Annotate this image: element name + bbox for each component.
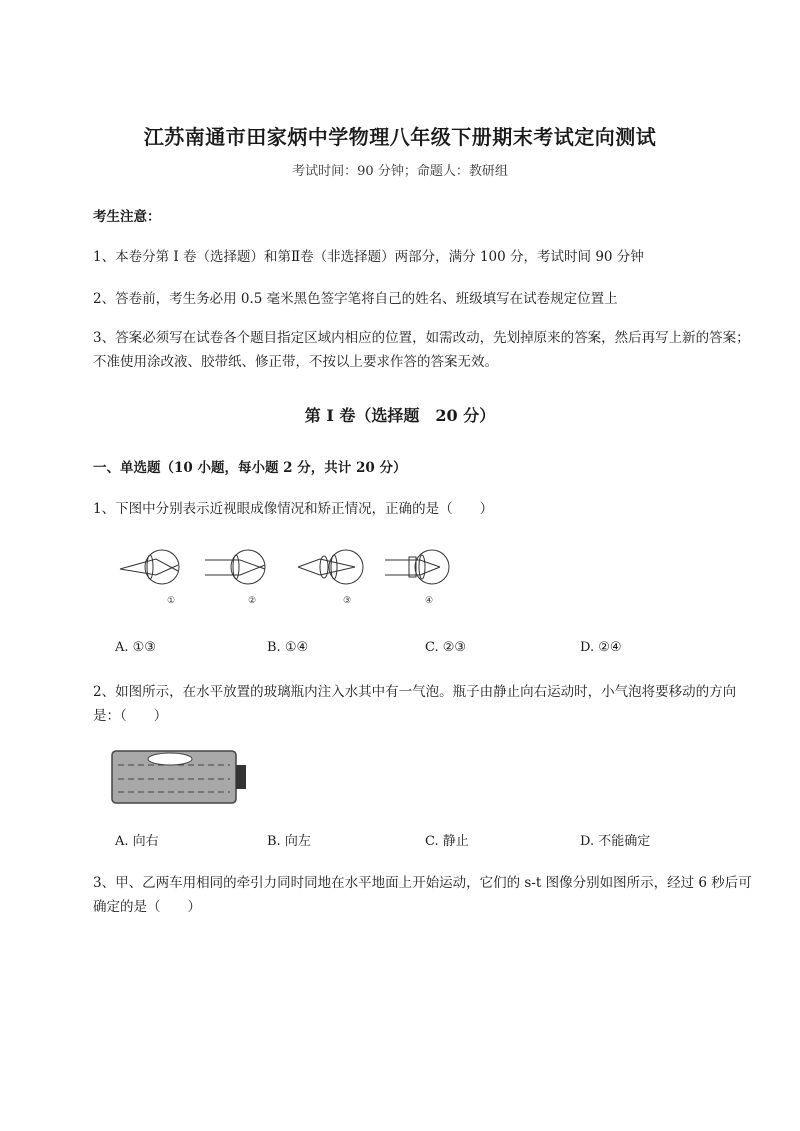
- q1-option-d[interactable]: D. ②④: [580, 640, 622, 655]
- q2-option-c[interactable]: C. 静止: [425, 834, 469, 849]
- question-3-text: 3、甲、乙两车用相同的牵引力同时同地在水平地面上开始运动，它们的 s-t 图像分别如图所示，经过 6 秒后可确定的是（ ）: [93, 875, 752, 915]
- figure-label-1: ①: [166, 596, 176, 606]
- notice-item-2: 2、答卷前，考生务必用 0.5 毫米黑色签字笔将自己的姓名、班级填写在试卷规定位置上: [93, 291, 618, 307]
- eye-diagram-2: [205, 550, 265, 584]
- q2-option-d[interactable]: D. 不能确定: [580, 834, 651, 849]
- notice-item-1: 1、本卷分第 I 卷（选择题）和第Ⅱ卷（非选择题）两部分，满分 100 分，考试时间 90 分钟: [93, 249, 644, 265]
- q1-option-c[interactable]: C. ②③: [425, 640, 467, 655]
- q2-option-a[interactable]: A. 向右: [115, 834, 159, 849]
- q2-option-b[interactable]: B. 向左: [267, 834, 311, 849]
- eye-diagrams: [110, 545, 460, 607]
- notice-heading: 考生注意：: [93, 209, 161, 225]
- figure-label-2: ②: [247, 596, 257, 606]
- part-heading: 一、单选题（10 小题，每小题 2 分，共计 20 分）: [93, 460, 407, 476]
- exam-info: 考试时间：90 分钟；命题人：教研组: [292, 164, 508, 179]
- bottle-diagram: [110, 745, 250, 807]
- q1-option-b[interactable]: B. ①④: [267, 640, 309, 655]
- eye-diagram-1: [120, 550, 179, 584]
- page-title: 江苏南通市田家炳中学物理八年级下册期末考试定向测试: [143, 125, 657, 149]
- notice-item-3: 3、答案必须写在试卷各个题目指定区域内相应的位置，如需改动，先划掉原来的答案，然后再写上新的答案；不准使用涂改液、胶带纸、修正带，不按以上要求作答的答案无效。: [93, 330, 750, 370]
- eye-diagram-3: [298, 550, 363, 584]
- figure-label-3: ③: [342, 596, 352, 606]
- figure-label-4: ④: [424, 596, 434, 606]
- question-1-text: 1、下图中分别表示近视眼成像情况和矫正情况，正确的是（ ）: [93, 501, 494, 517]
- eye-diagram-4: [385, 550, 449, 584]
- q1-option-a[interactable]: A. ①③: [115, 640, 156, 655]
- question-2-text: 2、如图所示，在水平放置的玻璃瓶内注入水其中有一气泡。瓶子由静止向右运动时，小气泡将要移动的方向是：（ ）: [93, 684, 737, 724]
- section-title: 第 I 卷（选择题 20 分）: [304, 406, 496, 425]
